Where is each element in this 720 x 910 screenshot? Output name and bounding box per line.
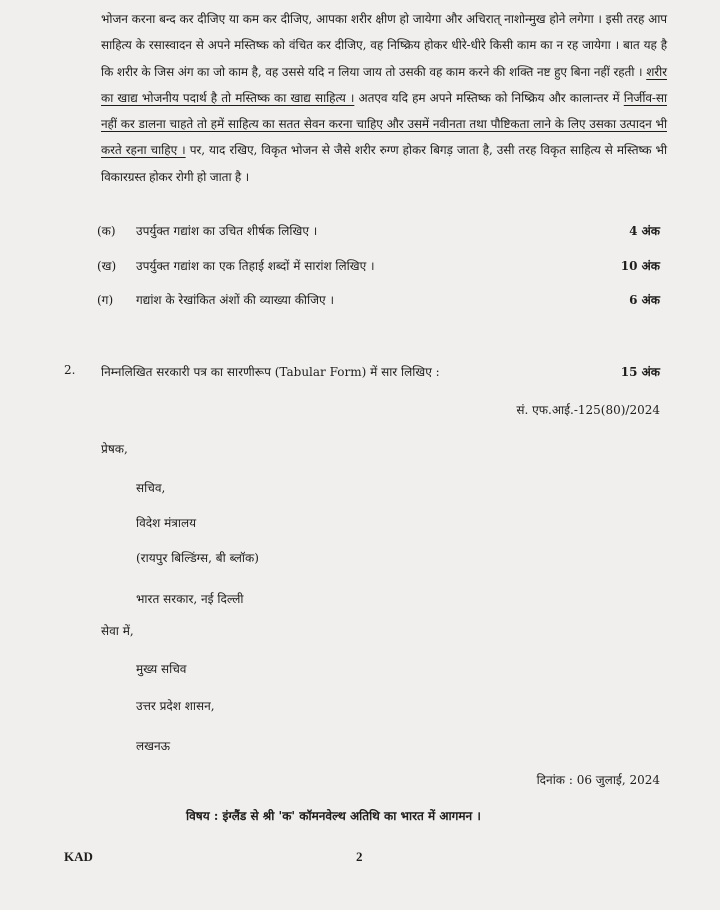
letter-date: दिनांक : 06 जुलाई, 2024	[536, 773, 660, 787]
question-label: (ग)	[97, 293, 114, 307]
question-text: गद्यांश के रेखांकित अंशों की व्याख्या कीजिए ।	[136, 293, 335, 307]
recipient-line: उत्तर प्रदेश शासन,	[136, 699, 215, 713]
letter-reference: सं. एफ.आई.-125(80)/2024	[516, 403, 660, 417]
recipient-line: मुख्य सचिव	[136, 662, 187, 676]
question-label: (ख)	[97, 259, 117, 273]
recipient-line: लखनऊ	[136, 739, 171, 753]
sender-line: भारत सरकार, नई दिल्ली	[136, 592, 244, 606]
passage-paragraph	[101, 6, 667, 190]
question-label: (क)	[97, 224, 116, 238]
recipient-label: सेवा में,	[101, 624, 134, 638]
paper-code: KAD	[64, 849, 93, 864]
passage-underlined-1: शरीर का खाद्य भोजनीय पदार्थ है तो मस्तिष्क का खाद्य साहित्य ।	[101, 64, 667, 105]
question-marks: 10 अंक	[620, 259, 660, 273]
passage-text-2: अतएव यदि हम अपने मस्तिष्क को निष्क्रिय और कालान्तर में	[358, 90, 620, 105]
question-marks: 6 अंक	[629, 293, 660, 307]
sender-line: सचिव,	[136, 481, 166, 495]
sender-label: प्रेषक,	[101, 442, 128, 456]
question-text: उपर्युक्त गद्यांश का एक तिहाई शब्दों में सारांश लिखिए ।	[136, 259, 375, 273]
question-marks: 4 अंक	[629, 224, 660, 238]
question-number: 2.	[64, 363, 76, 377]
letter-subject: विषय : इंग्लैंड से श्री 'क' कॉमनवेल्थ अतिथि का भारत में आगमन ।	[186, 809, 481, 823]
page-number: 2	[356, 849, 363, 864]
passage-text-3: पर, याद रखिए, विकृत भोजन से जैसे शरीर रुग्ण होकर बिगड़ जाता है, उसी तरह विकृत साहित्य से मस्तिष्क भी विकारग्रस्त होकर रोगी हो जाता है ।	[101, 143, 667, 184]
sender-line: (रायपुर बिल्डिंग्स, बी ब्लॉक)	[136, 551, 259, 565]
question-text: निम्नलिखित सरकारी पत्र का सारणीरूप (Tabular Form) में सार लिखिए :	[101, 365, 440, 379]
passage-underlined-2: निर्जीव-सा नहीं कर डालना चाहते तो हमें साहित्य का सतत सेवन करना चाहिए और उसमें नवीनता तथा पौष्टिकता लाने के लिए उसका उत्पादन भी करते रहना चाहिए ।	[101, 90, 667, 158]
sender-line: विदेश मंत्रालय	[136, 516, 197, 530]
passage-text-1: भोजन करना बन्द कर दीजिए या कम कर दीजिए, आपका शरीर क्षीण हो जायेगा और अचिरात् नाशोन्मुख होने लगेगा । इसी तरह आप साहित्य के रसास्वादन से अपने मस्तिष्क को वंचित कर दीजिए, वह निष्क्रिय होकर धीरे-धीरे किसी काम का न रह जायेगा । बात यह है कि शरीर के जिस अंग का जो काम है, वह उससे यदि न लिया जाय तो उसकी वह काम करने की शक्ति नष्ट हुए बिना नहीं रहती ।	[101, 12, 667, 79]
question-marks: 15 अंक	[620, 365, 660, 379]
question-text: उपर्युक्त गद्यांश का उचित शीर्षक लिखिए ।	[136, 224, 318, 238]
